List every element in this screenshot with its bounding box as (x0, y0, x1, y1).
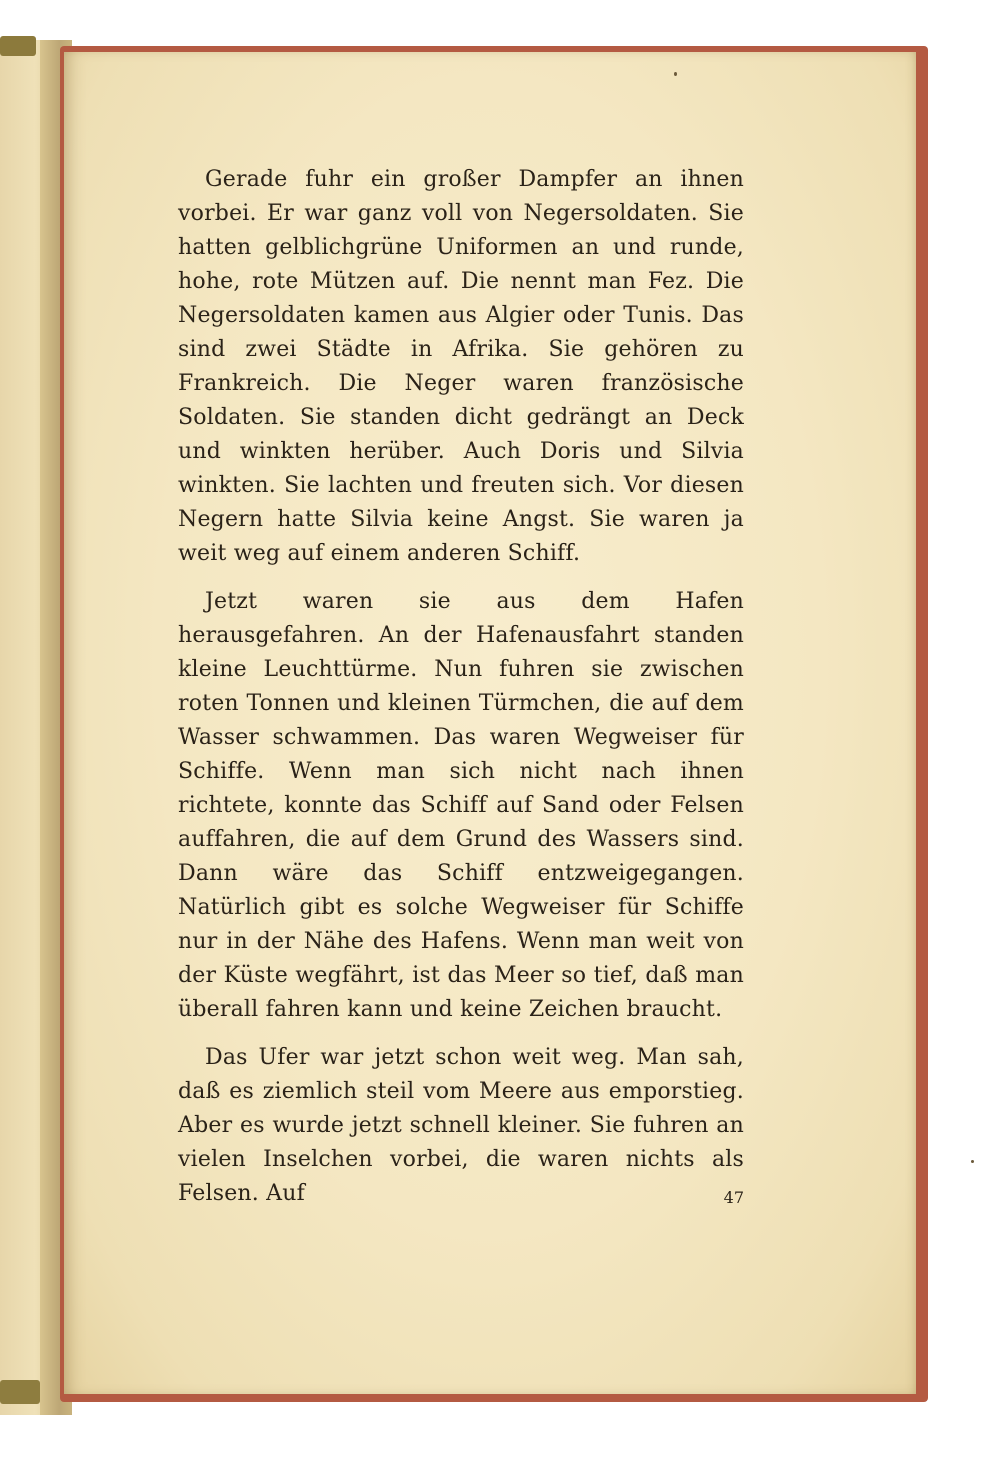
paper-speck (971, 1160, 974, 1163)
page-number: 47 (723, 1188, 744, 1207)
paragraph-1: Gerade fuhr ein großer Dampfer an ihnen vorbei. Er war ganz voll von Negersoldaten. Sie hatten gelblichgrüne Uniformen an und runde, hohe, rote Mützen auf. Die nennt man Fez. Die Negersoldaten kamen aus Algier oder Tunis. Das sind zwei Städte in Afrika. Sie gehören zu Frankreich. Die Neger waren französische Soldaten. Sie standen dicht gedrängt an Deck und winkten herüber. Auch Doris und Silvia winkten. Sie lachten und freuten sich. Vor diesen Negern hatte Silvia keine Angst. Sie waren ja weit weg auf einem anderen Schiff. (178, 167, 744, 566)
paragraph-3: Das Ufer war jetzt schon weit weg. Man sah, daß es ziemlich steil vom Meere aus emporstieg. Aber es wurde jetzt schnell kleiner. Sie fuhren an vielen Inselchen vorbei, die waren nichts als Felsen. Auf (178, 1045, 744, 1206)
binding-tape-top (0, 36, 36, 56)
paper-speck (674, 72, 677, 76)
binding-tape-bottom (0, 1380, 40, 1404)
book-page (64, 52, 916, 1394)
paragraph-2: Jetzt waren sie aus dem Hafen herausgefahren. An der Hafenausfahrt standen kleine Leuchttürme. Nun fuhren sie zwischen roten Tonnen und kleinen Türmchen, die auf dem Wasser schwammen. Das waren Wegweiser für Schiffe. Wenn man sich nicht nach ihnen richtete, konnte das Schiff auf Sand oder Felsen auffahren, die auf dem Grund des Wassers sind. Dann wäre das Schiff entzweigegangen. Natürlich gibt es solche Wegweiser für Schiffe nur in der Nähe des Hafens. Wenn man weit von der Küste wegfährt, ist das Meer so tief, daß man überall fahren kann und keine Zeichen braucht. (178, 589, 744, 1022)
body-text (178, 163, 744, 1225)
